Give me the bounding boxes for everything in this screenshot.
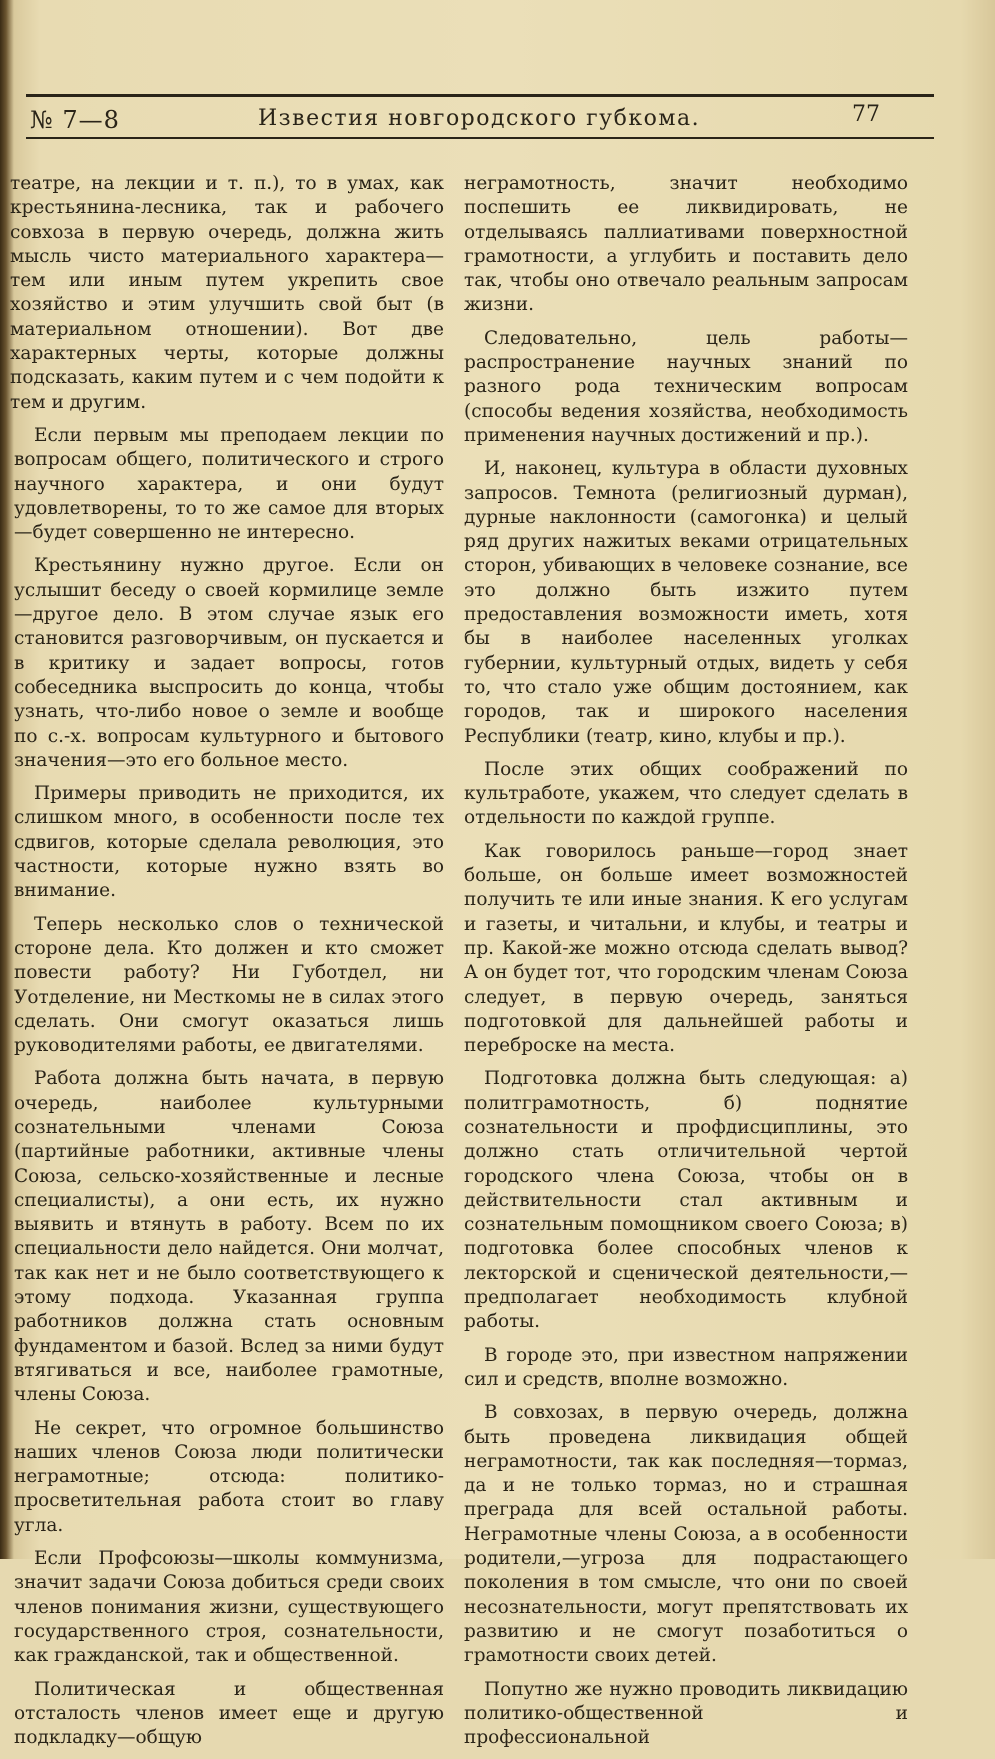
paragraph: Работа должна быть начата, в первую очередь, наиболее культурными сознательными членами Союза (партийные работники, активные члены Союза, сельско-хозяйственные и лесные специалисты), а они есть, их нужно выявить и втянуть в работу. Всем по их специальности дело найдется. Они молчат, так как нет и не было соответствующего к этому подхода. Указанная группа работников должна стать основным фундаментом и базой. Вслед за ними будут втягиваться и все, наиболее грамотные, члены Союза. xyxy=(14,1068,444,1406)
header-top-rule xyxy=(26,94,934,97)
paragraph: В совхозах, в первую очередь, должна быть проведена ликвидация общей неграмотности, так как последняя—тормаз, да и не только тормаз, но и страшная преграда для всей остальной работы. Неграмотные члены Союза, а в особенности родители,—угроза для подрастающего поколения в том смысле, что они по своей несознательности, могут препятствовать их развитию и не смогут позаботиться о грамотности своих детей. xyxy=(464,1402,908,1667)
left-column xyxy=(10,172,444,1759)
paragraph: Теперь несколько слов о технической стороне дела. Кто должен и кто сможет повести работу? Ни Губотдел, ни Уотделение, ни Месткомы не в силах этого сделать. Они смогут оказаться лишь руководителями работы, ее двигателями. xyxy=(14,913,444,1057)
right-column xyxy=(464,172,908,1759)
paragraph: Примеры приводить не приходится, их слишком много, в особенности после тех сдвигов, которые сделала революция, это частности, которые нужно взять во внимание. xyxy=(14,783,444,902)
paragraph: Попутно же нужно проводить ликвидацию политико-общественной и профессиональной xyxy=(464,1678,908,1749)
paragraph: Политическая и общественная отсталость членов имеет еще и другую подкладку—общую xyxy=(14,1678,444,1749)
issue-number: № 7—8 xyxy=(30,106,120,134)
paragraph: театре, на лекции и т. п.), то в умах, как крестьянина-лесника, так и рабочего совхоза в первую очередь, должна жить мысль чисто материального характера—тем или иным путем укрепить свое хозяйство и этим улучшить свой быт (в материальном отношении). Вот две характерных черты, которые должны подсказать, каким путем и с чем подойти к тем и другим. xyxy=(10,173,444,413)
paragraph: После этих общих соображений по культработе, укажем, что следует сделать в отдельности по каждой группе. xyxy=(464,758,908,829)
paragraph: Не секрет, что огромное большинство наших членов Союза люди политически неграмотные; отсюда: политико-просветительная работа стоит во главу угла. xyxy=(14,1417,444,1536)
paragraph: Как говорилось раньше—город знает больше, он больше имеет возможностей получить те или иные знания. К его услугам и газеты, и читальни, и клубы, и театры и пр. Какой-же можно отсюда сделать вывод? А он будет тот, что городским членам Союза следует, в первую очередь, заняться подготовкой для дальнейшей работы и переброске на места. xyxy=(464,840,908,1057)
paragraph: И, наконец, культура в области духовных запросов. Темнота (религиозный дурман), дурные наклонности (самогонка) и целый ряд других нажитых веками отрицательных сторон, убивающих в человеке сознание, все это должно быть изжито путем предоставления возможности иметь, хотя бы в наиболее населенных уголках губернии, культурный отдых, видеть у себя то, что стало уже общим достоянием, как городов, так и широкого населения Республики (театр, кино, клубы и пр.). xyxy=(464,458,908,747)
paragraph: Подготовка должна быть следующая: а) политграмотность, б) поднятие сознательности и профдисциплины, это должно стать отличительной чертой городского члена Союза, чтобы он в действительности стал активным и сознательным помощником своего Союза; в) подготовка более способных членов к лекторской и сценической деятельности,—предполагает необходимость клубной работы. xyxy=(464,1068,908,1333)
running-header xyxy=(26,100,934,136)
page-number: 77 xyxy=(852,102,880,127)
paragraph: неграмотность, значит необходимо поспешить ее ликвидировать, не отделываясь паллиативами поверхностной грамотности, а углубить и поставить дело так, чтобы оно отвечало реальным запросам жизни. xyxy=(464,173,908,316)
paragraph: Если Профсоюзы—школы коммунизма, значит задачи Союза добиться среди своих членов понимания жизни, существующего государственного строя, сознательности, как гражданской, так и общественной. xyxy=(14,1548,444,1667)
header-bottom-rule xyxy=(26,137,934,139)
paragraph: Если первым мы преподаем лекции по вопросам общего, политического и строго научного характера, и они будут удовлетворены, то то же самое для вторых—будет совершенно не интересно. xyxy=(14,424,444,544)
paragraph: Крестьянину нужно другое. Если он услышит беседу о своей кормилице земле—другое дело. В этом случае язык его становится разговорчивым, он пускается и в критику и задает вопросы, готов собеседника выспросить до конца, чтобы узнать, что-либо новое о земле и вообще по с.-х. вопросам культурного и бытового значения—это его больное место. xyxy=(14,555,444,771)
paragraph: Следовательно, цель работы—распространение научных знаний по разного рода техническим вопросам (способы ведения хозяйства, необходимость применения научных достижений и пр.). xyxy=(464,327,908,446)
paragraph: В городе это, при известном напряжении сил и средств, вполне возможно. xyxy=(464,1344,908,1390)
journal-title: Известия новгородского губкома. xyxy=(258,106,701,131)
